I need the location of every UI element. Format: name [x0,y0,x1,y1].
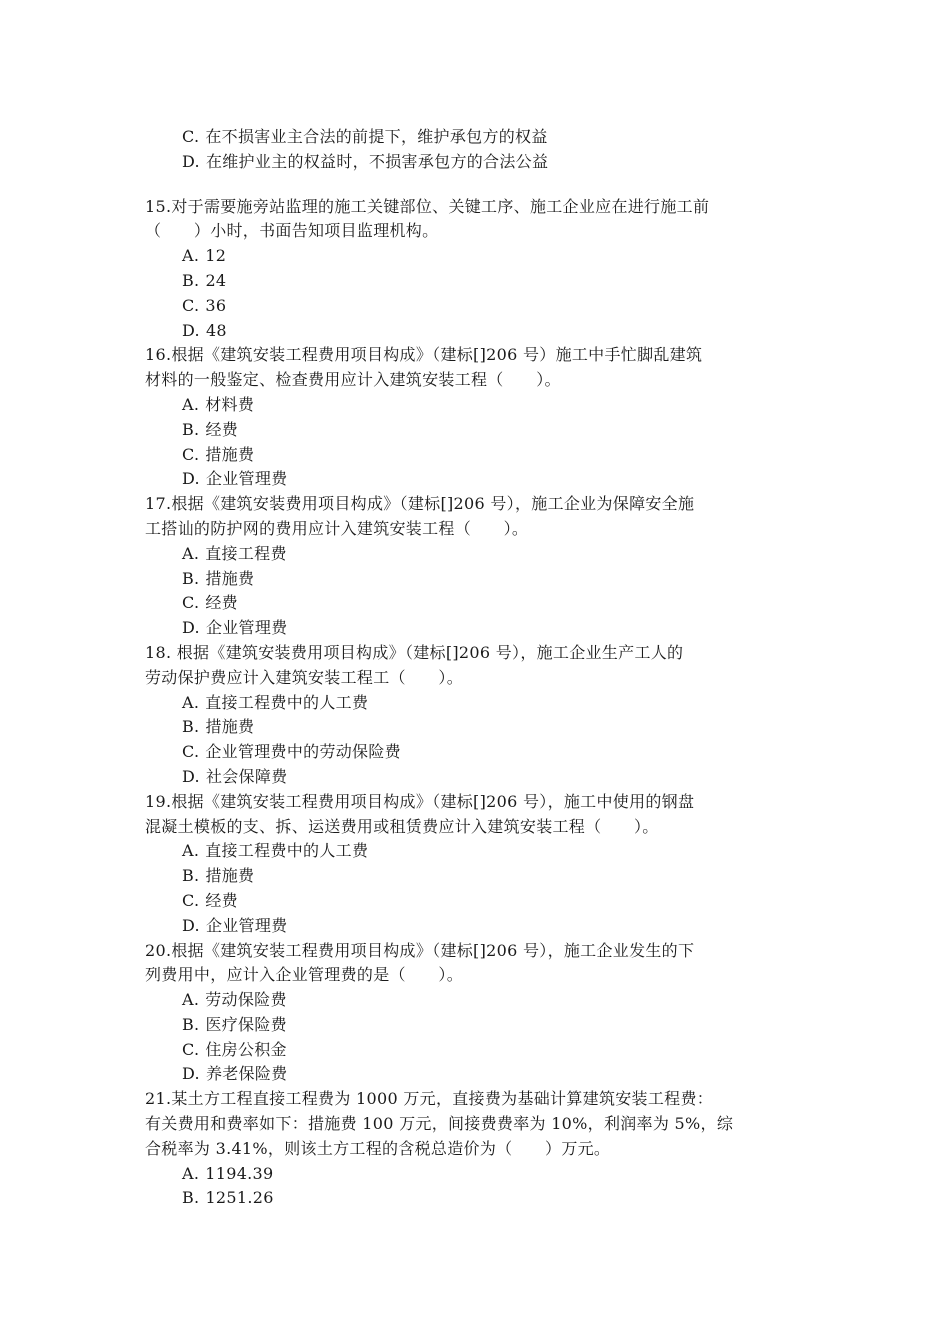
option-line [145,715,815,740]
option-line [145,567,815,592]
question-text: 有关费用和费率如下：措施费 100 万元，间接费费率为 10%，利润率为 5%，综 [145,1114,734,1134]
option-text: 企业管理费 [205,915,288,935]
option-letter: A. [182,394,200,414]
option-line [145,1038,815,1063]
question-number: 21. [145,1089,172,1109]
option-text: 医疗保险费 [205,1014,287,1034]
option-text: 住房公积金 [205,1039,287,1059]
question-text: 材料的一般鉴定、检查费用应计入建筑安装工程（ ）。 [145,370,561,390]
question-18 [145,641,815,790]
option-letter: D. [182,618,200,638]
question-20 [145,939,815,1088]
question-stem [145,939,805,989]
question-stem [145,343,805,393]
option-letter: D. [182,151,200,171]
option-letter: A. [182,543,200,563]
option-line [145,418,815,443]
option-text: 企业管理费 [205,618,288,638]
option-text: 经费 [205,593,238,613]
option-text: 措施费 [205,717,255,737]
option-letter: B. [182,568,200,588]
question-17 [145,492,815,641]
option-line [145,443,815,468]
option-text: 经费 [205,419,239,439]
option-text: 企业管理费 [205,469,288,489]
option-text: 措施费 [205,444,255,464]
option-letter: C. [182,295,200,315]
question-stem [145,641,805,691]
option-line [145,1162,815,1187]
option-text: 直接工程费 [205,543,287,563]
option-letter: D. [182,915,200,935]
question-stem [145,1087,805,1161]
option-letter: D. [182,469,200,489]
question-text: 根据《建筑安装费用项目构成》（建标[]206 号），施工企业生产工人的 [171,642,684,662]
prev-question-options [145,125,815,175]
option-line [145,244,815,269]
option-letter: B. [182,717,200,737]
question-text: 根据《建筑安装工程费用项目构成》（建标[]206 号）施工中手忙脚乱建筑 [171,345,703,365]
question-text: 对于需要施旁站监理的施工关键部位、关键工序、施工企业应在进行施工前 [171,196,710,216]
option-letter: A. [182,692,200,712]
option-line [145,1186,815,1211]
option-line [145,125,815,150]
question-stem [145,790,805,840]
option-letter: A. [182,841,200,861]
option-text: 1194.39 [205,1163,274,1183]
option-line [145,1013,815,1038]
question-number: 19. [145,791,172,811]
option-line [145,269,815,294]
question-text: 混凝土模板的支、拆、运送费用或租赁费应计入建筑安装工程（ ）。 [145,816,659,836]
question-text: 某土方工程直接工程费为 1000 万元，直接费为基础计算建筑安装工程费： [171,1089,714,1109]
option-text: 企业管理费中的劳动保险费 [205,742,401,762]
option-line [145,839,815,864]
option-text: 社会保障费 [205,766,288,786]
question-text: （ ）小时，书面告知项目监理机构。 [145,221,439,241]
option-letter: C. [182,1039,200,1059]
question-stem [145,195,805,245]
option-letter: C. [182,742,200,762]
option-letter: D. [182,1064,200,1084]
option-letter: A. [182,246,200,266]
option-text: 36 [205,295,227,315]
option-text: 24 [205,270,227,290]
option-line [145,864,815,889]
option-letter: B. [182,866,200,886]
option-text: 48 [205,320,227,340]
option-line [145,691,815,716]
option-line [145,988,815,1013]
option-line [145,393,815,418]
option-line [145,467,815,492]
option-text: 养老保险费 [205,1064,288,1084]
option-line [145,889,815,914]
option-line [145,765,815,790]
option-letter: D. [182,766,200,786]
question-21 [145,1087,815,1211]
option-text: 措施费 [205,866,255,886]
question-15 [145,195,815,344]
option-letter: B. [182,270,200,290]
question-19 [145,790,815,939]
option-letter: B. [182,419,200,439]
option-text: 直接工程费中的人工费 [205,841,369,861]
option-text: 在维护业主的权益时，不损害承包方的合法公益 [205,151,549,171]
question-text: 劳动保护费应计入建筑安装工程工（ ）。 [145,667,464,687]
option-line [145,1062,815,1087]
option-line [145,294,815,319]
question-16 [145,343,815,492]
question-text: 合税率为 3.41%，则该土方工程的含税总造价为（ ）万元。 [145,1138,611,1158]
document-content [145,125,815,1211]
option-letter: A. [182,990,200,1010]
question-number: 15. [145,196,172,216]
option-line [145,150,815,175]
option-letter: B. [182,1188,200,1208]
option-text: 材料费 [205,394,255,414]
option-line [145,914,815,939]
option-line [145,319,815,344]
option-line [145,740,815,765]
option-text: 1251.26 [205,1188,274,1208]
paragraph-gap [145,175,815,195]
question-number: 17. [145,494,172,514]
option-text: 12 [205,246,227,266]
option-text: 经费 [205,890,238,910]
option-text: 直接工程费中的人工费 [205,692,369,712]
question-text: 列费用中，应计入企业管理费的是（ ）。 [145,965,464,985]
option-line [145,591,815,616]
question-text: 工搭讪的防护网的费用应计入建筑安装工程（ ）。 [145,518,529,538]
question-text: 根据《建筑安装费用项目构成》（建标[]206 号），施工企业为保障安全施 [171,494,695,514]
question-text: 根据《建筑安装工程费用项目构成》（建标[]206 号），施工企业发生的下 [171,940,695,960]
question-stem [145,492,805,542]
question-text: 根据《建筑安装工程费用项目构成》（建标[]206 号），施工中使用的钢盘 [171,791,695,811]
option-letter: C. [182,444,200,464]
option-letter: B. [182,1014,200,1034]
option-text: 措施费 [205,568,255,588]
question-number: 18. [145,642,172,662]
option-line [145,542,815,567]
option-line [145,616,815,641]
option-letter: C. [182,890,200,910]
option-letter: C. [182,127,200,146]
option-letter: D. [182,320,200,340]
option-text: 劳动保险费 [205,990,287,1010]
option-letter: C. [182,593,200,613]
option-letter: A. [182,1163,200,1183]
question-number: 20. [145,940,172,960]
question-number: 16. [145,345,172,365]
option-text: 在不损害业主合法的前提下，维护承包方的权益 [205,127,548,146]
